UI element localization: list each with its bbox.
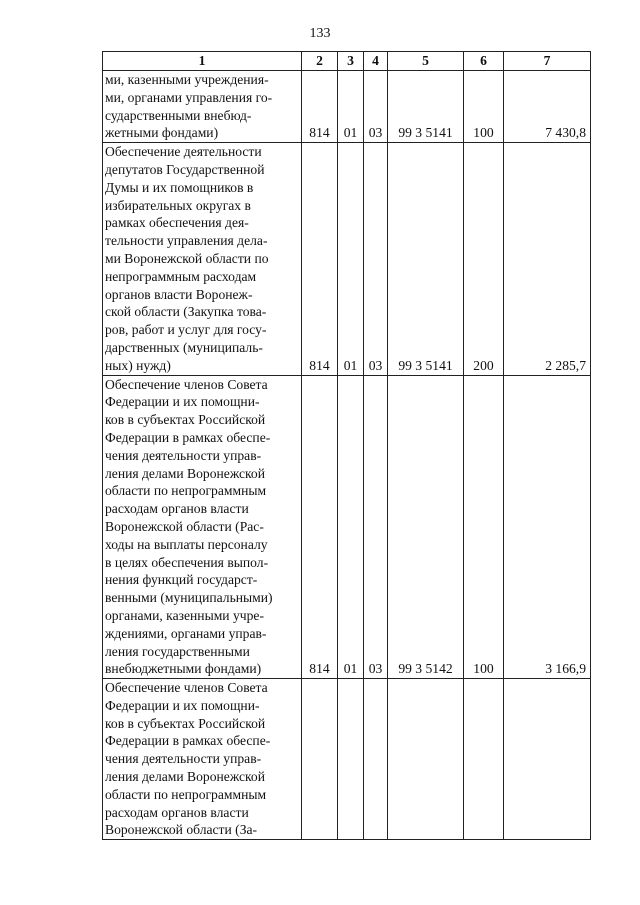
row-name-line: Воронежской области (Рас- [105, 518, 264, 534]
header-col-2: 2 [302, 52, 338, 71]
row-name-line: чения деятельности управ- [105, 447, 262, 463]
section-code-cell: 01 [338, 375, 364, 679]
table-row [103, 679, 591, 840]
ministry-code-cell: 814 [302, 143, 338, 375]
row-name-line: нения функций государст- [105, 572, 258, 588]
amount-cell: 2 285,7 [504, 143, 591, 375]
row-name-line: рамках обеспечения дея- [105, 215, 249, 231]
section-code-cell [338, 679, 364, 840]
expense-type-cell [464, 679, 504, 840]
header-col-5: 5 [388, 52, 464, 71]
expense-type-cell: 100 [464, 71, 504, 143]
row-name-line: избирательных округах в [105, 197, 251, 213]
row-name-line: расходам органов власти [105, 804, 249, 820]
row-name-line: Федерации в рамках обеспе- [105, 429, 271, 445]
row-name-line: органов власти Воронеж- [105, 286, 253, 302]
row-name-line: ков в субъектах Российской [105, 412, 266, 428]
row-name-line: ных) нужд) [105, 357, 171, 373]
row-name-line: непрограммным расходам [105, 268, 257, 284]
row-name-line: Федерации и их помощни- [105, 697, 260, 713]
target-article-cell: 99 3 5141 [388, 71, 464, 143]
row-name-line: тельности управления дела- [105, 233, 268, 249]
subsection-code-cell [364, 679, 388, 840]
row-name-cell [103, 71, 302, 143]
table-row [103, 143, 591, 375]
row-name-line: депутатов Государственной [105, 161, 265, 177]
table-row [103, 71, 591, 143]
row-name-line: ской области (Закупка това- [105, 304, 267, 320]
row-name-line: сударственными внебюд- [105, 107, 252, 123]
subsection-code-cell: 03 [364, 143, 388, 375]
row-name-line: расходам органов власти [105, 501, 249, 517]
header-col-1: 1 [103, 52, 302, 71]
row-name-cell [103, 143, 302, 375]
row-name-line: ления делами Воронежской [105, 769, 265, 785]
amount-cell: 7 430,8 [504, 71, 591, 143]
row-name-line: ми, казенными учреждения- [105, 72, 269, 87]
target-article-cell: 99 3 5142 [388, 375, 464, 679]
row-name-line: ждениями, органами управ- [105, 625, 267, 641]
header-col-6: 6 [464, 52, 504, 71]
ministry-code-cell: 814 [302, 375, 338, 679]
budget-table [102, 51, 591, 840]
row-name-line: ми, органами управления го- [105, 89, 273, 105]
section-code-cell: 01 [338, 143, 364, 375]
header-row [103, 52, 591, 71]
amount-cell: 3 166,9 [504, 375, 591, 679]
row-name-line: жетными фондами) [105, 125, 219, 141]
row-name-line: ходы на выплаты персоналу [105, 536, 268, 552]
row-name-line: области по непрограммным [105, 786, 267, 802]
ministry-code-cell [302, 679, 338, 840]
row-name-line: в целях обеспечения выпол- [105, 554, 269, 570]
row-name-cell [103, 375, 302, 679]
row-name-line: ления государственными [105, 643, 250, 659]
row-name-line: ров, работ и услуг для госу- [105, 322, 267, 338]
header-col-4: 4 [364, 52, 388, 71]
row-name-line: Обеспечение членов Совета [105, 680, 268, 696]
row-name-line: области по непрограммным [105, 483, 267, 499]
expense-type-cell: 200 [464, 143, 504, 375]
row-name-line: Думы и их помощников в [105, 179, 254, 195]
page-number: 133 [309, 26, 331, 41]
row-name-line: венными (муниципальными) [105, 590, 273, 606]
row-name-line: чения деятельности управ- [105, 751, 262, 767]
target-article-cell [388, 679, 464, 840]
row-name-line: органами, казенными учре- [105, 607, 264, 623]
row-name-line: Обеспечение деятельности [105, 144, 262, 160]
subsection-code-cell: 03 [364, 375, 388, 679]
header-col-3: 3 [338, 52, 364, 71]
subsection-code-cell: 03 [364, 71, 388, 143]
table-row [103, 375, 591, 679]
ministry-code-cell: 814 [302, 71, 338, 143]
row-name-line: ков в субъектах Российской [105, 715, 266, 731]
row-name-line: Федерации и их помощни- [105, 394, 260, 410]
section-code-cell: 01 [338, 71, 364, 143]
target-article-cell: 99 3 5141 [388, 143, 464, 375]
header-col-7: 7 [504, 52, 591, 71]
row-name-line: внебюджетными фондами) [105, 661, 262, 677]
row-name-line: дарственных (муниципаль- [105, 339, 263, 355]
row-name-line: ми Воронежской области по [105, 250, 269, 266]
row-name-cell [103, 679, 302, 840]
expense-type-cell: 100 [464, 375, 504, 679]
row-name-line: ления делами Воронежской [105, 465, 265, 481]
amount-cell [504, 679, 591, 840]
row-name-line: Федерации в рамках обеспе- [105, 733, 271, 749]
row-name-line: Воронежской области (За- [105, 822, 258, 838]
row-name-line: Обеспечение членов Совета [105, 376, 268, 392]
